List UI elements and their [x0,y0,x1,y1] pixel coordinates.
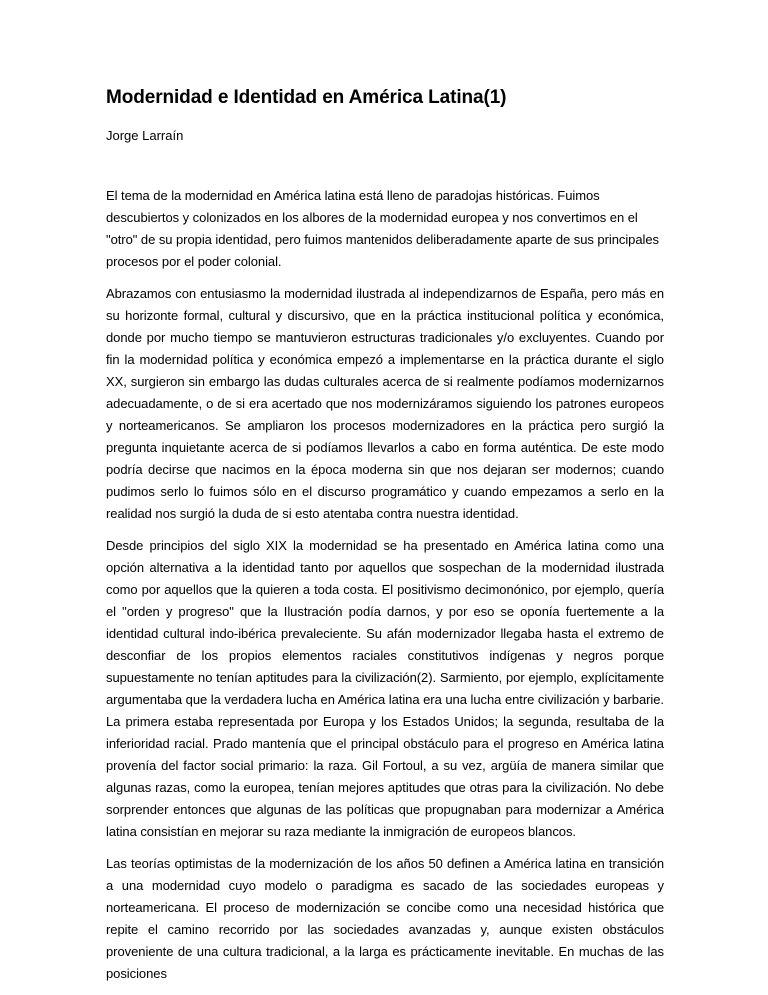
document-body [106,185,664,995]
paragraph-4: Las teorías optimistas de la modernización de los años 50 definen a América latina en transición a una modernidad cuyo modelo o paradigma es sacado de las sociedades europeas y norteamericana. El proceso de modernización se concibe como una necesidad histórica que repite el camino recorrido por las sociedades avanzadas y, aunque existen obstáculos proveniente de una cultura tradicional, a la larga es prácticamente inevitable. En muchas de las posiciones [106,856,664,981]
document-author: Jorge Larraín [106,128,184,143]
paragraph-3: Desde principios del siglo XIX la modernidad se ha presentado en América latina como una opción alternativa a la identidad tanto por aquellos que sospechan de la modernidad ilustrada como por aquellos que la quieren a toda costa. El positivismo decimonónico, por ejemplo, quería el "orden y progreso" que la Ilustración podía darnos, y por eso se oponía fuertemente a la identidad cultural indo-ibérica prevaleciente. Su afán modernizador llegaba hasta el extremo de desconfiar de los propios elementos raciales constitutivos indígenas y negros porque supuestamente no tenían aptitudes para la civilización(2). Sarmiento, por ejemplo, explícitamente argumentaba que la verdadera lucha en América latina era una lucha entre civilización y barbarie. La primera estaba representada por Europa y los Estados Unidos; la segunda, resultaba de la inferioridad racial. Prado mantenía que el principal obstáculo para el progreso en América latina provenía del factor social primario: la raza. Gil Fortoul, a su vez, argüía de manera similar que algunas razas, como la europea, tenían mejores aptitudes que otras para la civilización. No debe sorprender entonces que algunas de las políticas que propugnaban para modernizar a América latina consistían en mejorar su raza mediante la inmigración de europeos blancos. [106,538,664,839]
paragraph-2: Abrazamos con entusiasmo la modernidad ilustrada al independizarnos de España, pero más en su horizonte formal, cultural y discursivo, que en la práctica institucional política y económica, donde por mucho tiempo se mantuvieron estructuras tradicionales y/o excluyentes. Cuando por fin la modernidad política y económica empezó a implementarse en la práctica durante el siglo XX, surgieron sin embargo las dudas culturales acerca de si realmente podíamos modernizarnos adecuadamente, o de si era acertado que nos modernizáramos siguiendo los patrones europeos y norteamericanos. Se ampliaron los procesos modernizadores en la práctica pero surgió la pregunta inquietante acerca de si podíamos llevarlos a cabo en forma auténtica. De este modo podría decirse que nacimos en la época moderna sin que nos dejaran ser modernos; cuando pudimos serlo lo fuimos sólo en el discurso programático y cuando empezamos a serlo en la realidad nos surgió la duda de si esto atentaba contra nuestra identidad. [106,286,664,521]
document-page [106,86,664,981]
document-title: Modernidad e Identidad en América Latina(1) [106,87,507,108]
paragraph-1: El tema de la modernidad en América latina está lleno de paradojas históricas. Fuimos descubiertos y colonizados en los albores de la modernidad europea y nos convertimos en el "otro" de su propia identidad, pero fuimos mantenidos deliberadamente aparte de sus principales procesos por el poder colonial. [106,188,659,269]
